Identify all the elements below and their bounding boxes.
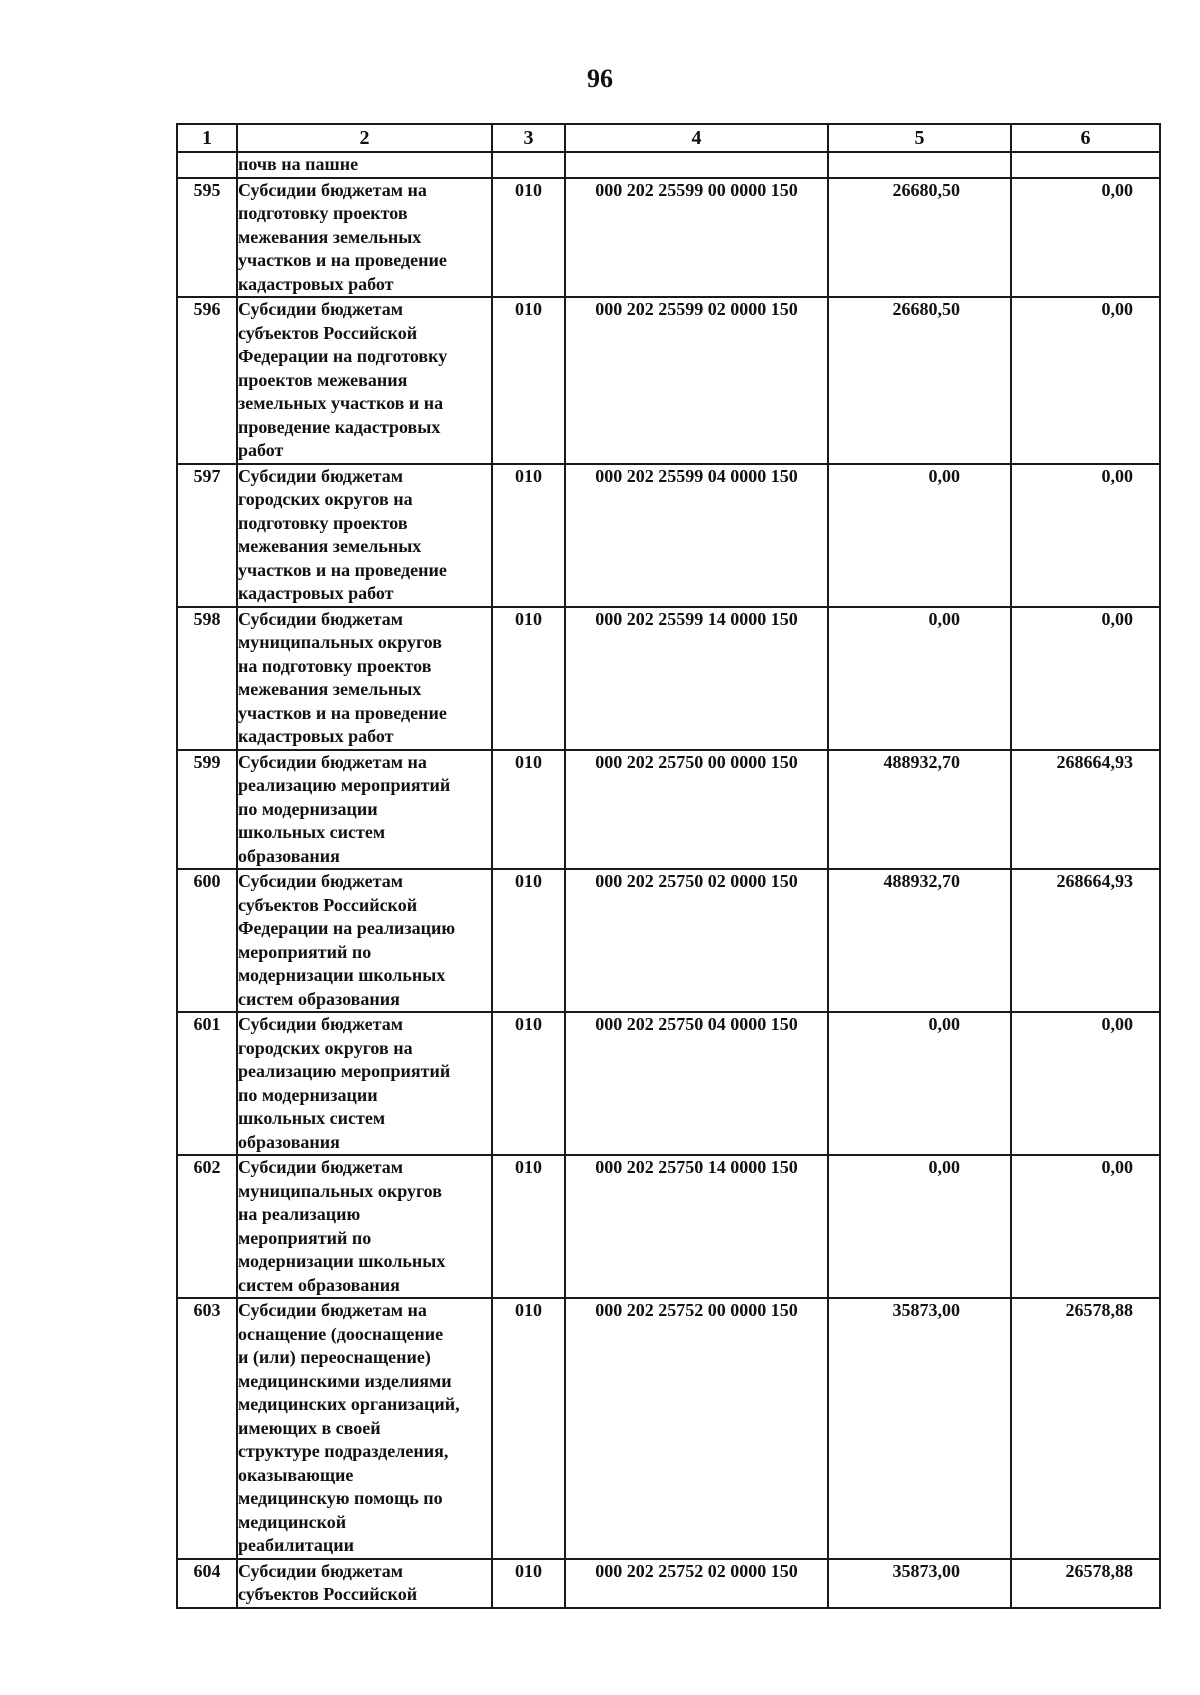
row-name bbox=[237, 750, 492, 870]
row-value-col5: 488932,70 bbox=[828, 750, 1011, 870]
row-name-line: по модернизации bbox=[238, 798, 378, 819]
row-name-line: земельных участков и на bbox=[238, 393, 444, 413]
row-name-line: Субсидии бюджетам bbox=[238, 608, 403, 629]
row-value-col6: 268664,93 bbox=[1011, 750, 1160, 870]
row-value-col6: 26578,88 bbox=[1011, 1559, 1160, 1608]
row-name-line: проектов межевания bbox=[238, 369, 408, 390]
budget-table bbox=[176, 123, 1161, 1609]
row-name-line: Федерации на подготовку bbox=[238, 346, 448, 366]
row-name-line: субъектов Российской bbox=[238, 1584, 418, 1604]
row-kbk-code: 000 202 25750 04 0000 150 bbox=[565, 1012, 828, 1155]
row-name-line: модернизации школьных bbox=[238, 1251, 446, 1271]
row-number: 596 bbox=[177, 297, 237, 464]
row-code: 010 bbox=[492, 869, 565, 1012]
row-number: 598 bbox=[177, 607, 237, 750]
row-name-line: Субсидии бюджетам bbox=[238, 299, 403, 319]
row-value-col5: 35873,00 bbox=[828, 1559, 1011, 1608]
row-name-line: участков и на проведение bbox=[238, 250, 447, 270]
row-kbk-code: 000 202 25750 02 0000 150 bbox=[565, 869, 828, 1012]
table-row bbox=[177, 178, 1160, 298]
row-value-col5: 0,00 bbox=[828, 1155, 1011, 1298]
row-value-col5: 26680,50 bbox=[828, 178, 1011, 298]
row-value-col5: 0,00 bbox=[828, 607, 1011, 750]
row-name-line: Субсидии бюджетам bbox=[238, 871, 403, 891]
row-name bbox=[237, 1012, 492, 1155]
row-name-line: работ bbox=[238, 440, 284, 460]
row-name-line: межевания земельных bbox=[238, 679, 422, 699]
row-name-line: кадастровых работ bbox=[238, 583, 394, 603]
row-kbk-code: 000 202 25599 02 0000 150 bbox=[565, 297, 828, 464]
row-value-col6: 0,00 bbox=[1011, 1012, 1160, 1155]
row-kbk-code: 000 202 25599 14 0000 150 bbox=[565, 607, 828, 750]
row-name-line: Субсидии бюджетам bbox=[238, 1157, 403, 1177]
row-kbk-code: 000 202 25750 14 0000 150 bbox=[565, 1155, 828, 1298]
row-kbk-code: 000 202 25750 00 0000 150 bbox=[565, 750, 828, 870]
row-name-line: медицинскую помощь по bbox=[238, 1488, 443, 1508]
row-name-line: городских округов на bbox=[238, 489, 413, 509]
row-name-line: участков и на проведение bbox=[238, 559, 447, 580]
row-name-line: реализацию мероприятий bbox=[238, 775, 451, 795]
row-name-line: подготовку проектов bbox=[238, 512, 408, 533]
row-name-line: школьных систем bbox=[238, 1108, 386, 1128]
row-value-col6: 0,00 bbox=[1011, 607, 1160, 750]
row-kbk-code: 000 202 25599 00 0000 150 bbox=[565, 178, 828, 298]
row-value-col5: 26680,50 bbox=[828, 297, 1011, 464]
row-number: 595 bbox=[177, 178, 237, 298]
row-name-line: Субсидии бюджетам на bbox=[238, 1300, 427, 1320]
row-kbk-code: 000 202 25599 04 0000 150 bbox=[565, 464, 828, 607]
row-name-line: образования bbox=[238, 845, 340, 866]
header-col-1: 1 bbox=[177, 124, 237, 152]
table-header-row bbox=[177, 124, 1160, 152]
row-kbk-code: 000 202 25752 02 0000 150 bbox=[565, 1559, 828, 1608]
row-name-line: имеющих в своей bbox=[238, 1417, 381, 1438]
row-number: 604 bbox=[177, 1559, 237, 1608]
row-value-col5: 35873,00 bbox=[828, 1298, 1011, 1559]
row-number: 600 bbox=[177, 869, 237, 1012]
row-name-line: кадастровых работ bbox=[238, 726, 394, 746]
row-name-line: медицинскими изделиями bbox=[238, 1370, 452, 1391]
row-name-line: муниципальных округов bbox=[238, 632, 442, 652]
row-name bbox=[237, 178, 492, 298]
row-value-col5: 488932,70 bbox=[828, 869, 1011, 1012]
row-name-line: муниципальных округов bbox=[238, 1180, 442, 1201]
row-code: 010 bbox=[492, 607, 565, 750]
row-value-col6: 268664,93 bbox=[1011, 869, 1160, 1012]
row-code: 010 bbox=[492, 178, 565, 298]
row-code: 010 bbox=[492, 750, 565, 870]
row-name-line: подготовку проектов bbox=[238, 203, 408, 223]
table-row bbox=[177, 750, 1160, 870]
table-row bbox=[177, 1012, 1160, 1155]
row-number: 597 bbox=[177, 464, 237, 607]
row-code: 010 bbox=[492, 1155, 565, 1298]
row-name-line: образования bbox=[238, 1131, 340, 1152]
row-name-line: мероприятий по bbox=[238, 941, 372, 962]
row-name-line: медицинской bbox=[238, 1511, 347, 1532]
row-code: 010 bbox=[492, 464, 565, 607]
row-value-col6: 0,00 bbox=[1011, 1155, 1160, 1298]
row-name-line: оснащение (дооснащение bbox=[238, 1323, 444, 1344]
row-number: 601 bbox=[177, 1012, 237, 1155]
row-code: 010 bbox=[492, 1298, 565, 1559]
row-name-line: Субсидии бюджетам bbox=[238, 1014, 403, 1034]
continuation-row bbox=[177, 152, 1160, 178]
row-name-line: модернизации школьных bbox=[238, 965, 446, 985]
header-col-3: 3 bbox=[492, 124, 565, 152]
row-name bbox=[237, 869, 492, 1012]
row-value-col6: 26578,88 bbox=[1011, 1298, 1160, 1559]
row-name-line: систем образования bbox=[238, 988, 400, 1009]
table-row bbox=[177, 869, 1160, 1012]
row-name-line: Субсидии бюджетам bbox=[238, 1560, 403, 1581]
row-name-line: кадастровых работ bbox=[238, 273, 394, 294]
row-number: 603 bbox=[177, 1298, 237, 1559]
row-name-line: городских округов на bbox=[238, 1037, 413, 1058]
row-name-line: по модернизации bbox=[238, 1084, 378, 1105]
row-value-col6: 0,00 bbox=[1011, 464, 1160, 607]
row-name-line: участков и на проведение bbox=[238, 702, 447, 723]
row-name bbox=[237, 1559, 492, 1608]
row-name-line: субъектов Российской bbox=[238, 322, 418, 343]
row-name-line: межевания земельных bbox=[238, 226, 422, 247]
header-col-4: 4 bbox=[565, 124, 828, 152]
table-row bbox=[177, 297, 1160, 464]
row-name-line: структуре подразделения, bbox=[238, 1441, 449, 1461]
table-row bbox=[177, 607, 1160, 750]
row-name bbox=[237, 1298, 492, 1559]
header-col-5: 5 bbox=[828, 124, 1011, 152]
row-name-line: систем образования bbox=[238, 1274, 400, 1295]
row-name bbox=[237, 297, 492, 464]
row-name-line: реабилитации bbox=[238, 1535, 355, 1555]
page-number: 96 bbox=[587, 64, 613, 93]
row-name-line: субъектов Российской bbox=[238, 894, 418, 915]
row-name bbox=[237, 607, 492, 750]
row-name-line: мероприятий по bbox=[238, 1227, 372, 1248]
row-code: 010 bbox=[492, 1012, 565, 1155]
row-code: 010 bbox=[492, 297, 565, 464]
row-name-line: школьных систем bbox=[238, 822, 386, 842]
row-code: 010 bbox=[492, 1559, 565, 1608]
row-number: 599 bbox=[177, 750, 237, 870]
row-value-col5: 0,00 bbox=[828, 1012, 1011, 1155]
row-name bbox=[237, 464, 492, 607]
row-name-line: межевания земельных bbox=[238, 536, 422, 556]
row-name-line: Федерации на реализацию bbox=[238, 918, 456, 938]
row-number: 602 bbox=[177, 1155, 237, 1298]
row-name bbox=[237, 1155, 492, 1298]
row-value-col5: 0,00 bbox=[828, 464, 1011, 607]
row-name-line: Субсидии бюджетам bbox=[238, 465, 403, 486]
header-col-2: 2 bbox=[237, 124, 492, 152]
row-name-line: Субсидии бюджетам на bbox=[238, 751, 427, 772]
continuation-text: почв на пашне bbox=[237, 152, 492, 178]
header-col-6: 6 bbox=[1011, 124, 1160, 152]
table-row bbox=[177, 1298, 1160, 1559]
row-name-line: проведение кадастровых bbox=[238, 416, 441, 437]
row-name-line: реализацию мероприятий bbox=[238, 1061, 451, 1081]
row-name-line: на подготовку проектов bbox=[238, 655, 432, 676]
row-name-line: оказывающие bbox=[238, 1464, 354, 1485]
table-row bbox=[177, 1559, 1160, 1608]
row-name-line: медицинских организаций, bbox=[238, 1394, 460, 1414]
table-row bbox=[177, 1155, 1160, 1298]
row-kbk-code: 000 202 25752 00 0000 150 bbox=[565, 1298, 828, 1559]
row-name-line: на реализацию bbox=[238, 1204, 361, 1224]
row-name-line: Субсидии бюджетам на bbox=[238, 179, 427, 200]
row-value-col6: 0,00 bbox=[1011, 178, 1160, 298]
table-row bbox=[177, 464, 1160, 607]
row-value-col6: 0,00 bbox=[1011, 297, 1160, 464]
row-name-line: и (или) переоснащение) bbox=[238, 1347, 431, 1367]
